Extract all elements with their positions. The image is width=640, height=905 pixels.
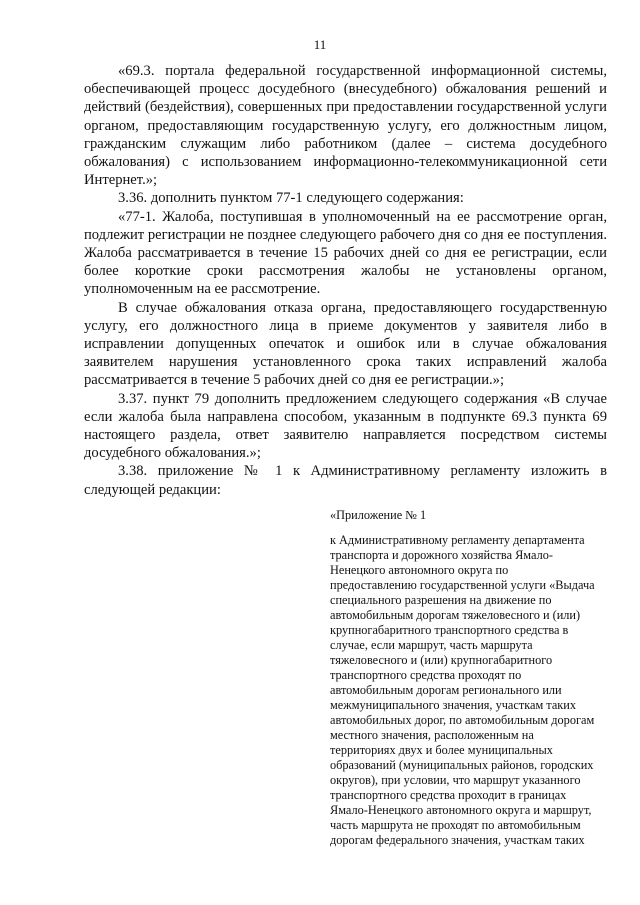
paragraph-77-1: «77-1. Жалоба, поступившая в уполномоченный на ее рассмотрение орган, подлежит регистрации не позднее следующего рабочего дня со дня ее поступления. Жалоба рассматривается в течение 15 рабочих дней со дня ее регистрации, если более короткие сроки рассмотрения жалобы не установлены органом, уполномоченным на ее рассмотрение.: [84, 208, 607, 298]
appendix-block: [330, 508, 597, 848]
paragraph-appeal-refusal: В случае обжалования отказа органа, предоставляющего государственную услугу, его должностного лица в приеме документов у заявителя либо в исправлении допущенных опечаток и ошибок или в случае обжалования заявителем нарушения установленного срока таких исправлений жалоба рассматривается в течение 5 рабочих дней со дня ее регистрации.»;: [84, 299, 607, 389]
page-number: 11: [313, 37, 327, 52]
paragraph-3-38: 3.38. приложение № 1 к Административному регламенту изложить в следующей редакции:: [84, 463, 607, 498]
paragraph-69-3: «69.3. портала федеральной государственной информационной системы, обеспечивающей процесс досудебного (внесудебного) обжалования решений и действий (бездействия), совершенных при предоставлении государственной услуги органом, предоставляющим государственную услугу, его должностным лицом, гражданским служащим либо работником (далее – система досудебного обжалования) с использованием информационно-телекоммуникационной сети Интернет.»;: [84, 63, 607, 189]
appendix-text: к Административному регламенту департамента транспорта и дорожного хозяйства Ямало-Ненецкого автономного округа по предоставлению государственной услуги «Выдача специального разрешения на движение по автомобильным дорогам тяжеловесного и (или) крупногабаритного транспортного средства в случае, если маршрут, часть маршрута тяжеловесного и (или) крупногабаритного транспортного средства проходят по автомобильным дорогам регионального или межмуниципального значения, участкам таких автомобильных дорог, по автомобильным дорогам местного значения, расположенным на территориях двух и более муниципальных образований (муниципальных районов, городских округов), при условии, что маршрут указанного транспортного средства проходит в границах Ямало-Ненецкого автономного округа и маршрут, часть маршрута не проходят по автомобильным дорогам федерального значения, участкам таких: [330, 533, 595, 847]
paragraph-3-37: 3.37. пункт 79 дополнить предложением следующего содержания «В случае если жалоба была направлена способом, указанным в подпункте 69.3 пункта 69 настоящего раздела, ответ заявителю направляется посредством системы досудебного обжалования.»;: [84, 390, 607, 462]
paragraph-3-36: 3.36. дополнить пунктом 77-1 следующего содержания:: [118, 190, 464, 207]
appendix-heading: «Приложение № 1: [330, 508, 427, 522]
body-text: [84, 62, 607, 499]
